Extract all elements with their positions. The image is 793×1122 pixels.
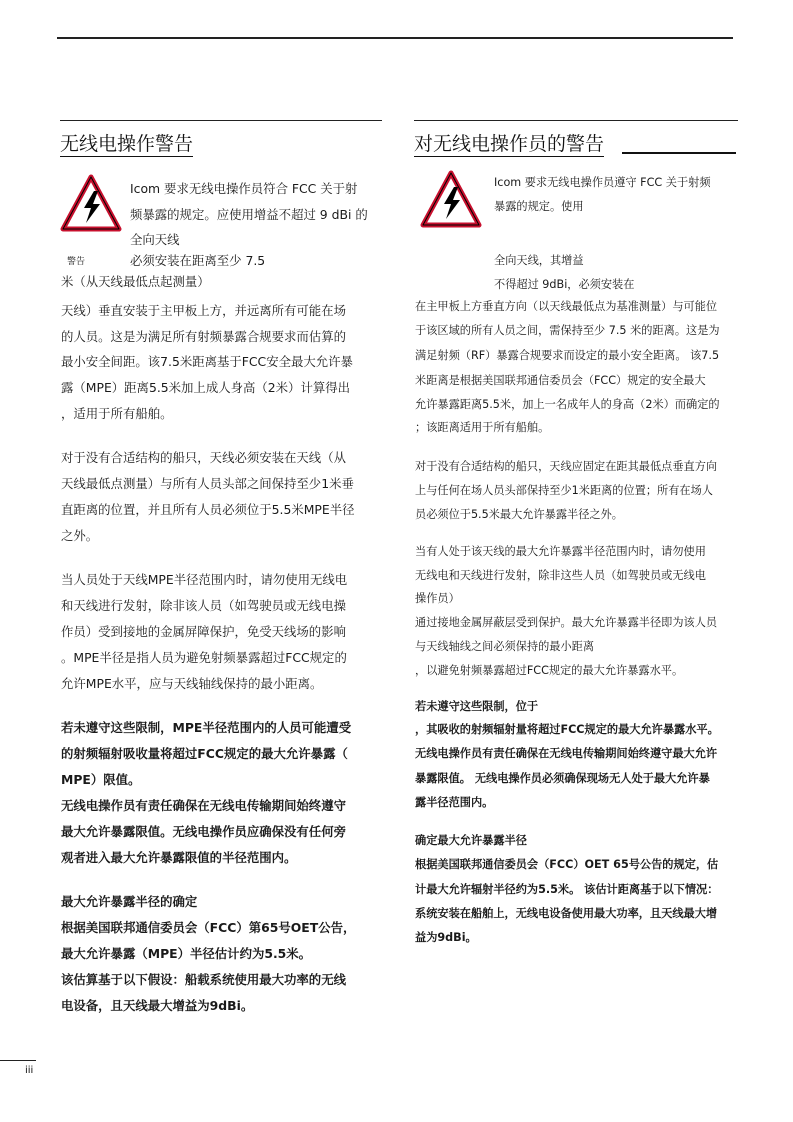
left-text-line: 最大允许暴露限值。无线电操作员应确保没有任何旁 xyxy=(61,824,346,839)
left-text-line: MPE）限值。 xyxy=(61,772,141,787)
left-text-line: 必须安装在距离至少 7.5 xyxy=(130,253,266,268)
left-text-line: 的人员。这是为满足所有射频暴露合规要求而估算的 xyxy=(61,329,346,344)
left-text-line: 。MPE半径是指人员为避免射频暴露超过FCC规定的 xyxy=(61,650,347,665)
right-text-line: 允许暴露距离5.5米，加上一名成年人的身高（2米）而确定的 xyxy=(415,398,720,411)
right-text-line: 确定最大允许暴露半径 xyxy=(415,834,527,847)
left-text-line: 当人员处于天线MPE半径范围内时，请勿使用无线电 xyxy=(61,572,348,587)
right-text-line: 全向天线，其增益 xyxy=(494,254,584,267)
left-text-line: 最大允许暴露半径的确定 xyxy=(61,894,198,909)
warning-hazard-icon xyxy=(420,170,482,228)
page-number: iii xyxy=(25,1065,34,1076)
left-text-line: ，适用于所有船舶。 xyxy=(61,406,173,421)
right-section-title: 对无线电操作员的警告 xyxy=(414,133,605,155)
right-text-line: 上与任何在场人员头部保持至少1米距离的位置；所有在场人 xyxy=(415,484,713,497)
right-text-line: 满足射频（RF）暴露合规要求而设定的最小安全距离。 该7.5 xyxy=(415,349,720,362)
right-text-line: 无线电操作员有责任确保在无线电传输期间始终遵守最大允许 xyxy=(415,747,718,760)
left-text-line: 该估算基于以下假设：船载系统使用最大功率的无线 xyxy=(61,972,346,987)
left-text-line: 的射频辐射吸收量将超过FCC规定的最大允许暴露（ xyxy=(61,746,348,761)
left-text-line: 对于没有合适结构的船只，天线必须安装在天线（从 xyxy=(61,450,346,465)
right-text-line: 暴露的规定。使用 xyxy=(494,200,584,213)
right-text-line: 通过接地金属屏蔽层受到保护。最大允许暴露半径即为该人员 xyxy=(415,616,718,629)
right-text-line: ，以避免射频暴露超过FCC规定的最大允许暴露水平。 xyxy=(415,664,684,677)
left-text-line: 根据美国联邦通信委员会（FCC）第65号OET公告， xyxy=(61,920,356,935)
left-text-line: 天线）垂直安装于主甲板上方，并远离所有可能在场 xyxy=(61,303,346,318)
right-text-line: ；该距离适用于所有船舶。 xyxy=(415,421,550,434)
right-section-rule xyxy=(414,120,738,121)
left-section-title: 无线电操作警告 xyxy=(60,133,194,155)
right-text-line: 在主甲板上方垂直方向（以天线最低点为基准测量）与可能位 xyxy=(415,300,718,313)
warning-label: 警告 xyxy=(67,257,86,267)
right-text-line: 计最大允许辐射半径约为5.5米。 该估计距离基于以下情况： xyxy=(415,883,719,896)
right-text-line: Icom 要求无线电操作员遵守 FCC 关于射频 xyxy=(494,176,711,189)
left-text-line: 直距离的位置，并且所有人员必须位于5.5米MPE半径 xyxy=(61,502,355,517)
right-text-line: 暴露限值。 无线电操作员必须确保现场无人处于最大允许暴 xyxy=(415,772,710,785)
left-text-line: 露（MPE）距离5.5米加上成人身高（2米）计算得出 xyxy=(61,380,351,395)
left-text-line: 天线最低点测量）与所有人员头部之间保持至少1米垂 xyxy=(61,476,354,491)
left-text-line: 若未遵守这些限制，MPE半径范围内的人员可能遭受 xyxy=(61,720,352,735)
header-rule xyxy=(57,37,733,39)
warning-hazard-icon xyxy=(60,174,122,232)
right-title-underline xyxy=(622,152,736,154)
right-text-line: 与天线轴线之间必须保持的最小距离 xyxy=(415,640,595,653)
right-text-line: 米距离是根据美国联邦通信委员会（FCC）规定的安全最大 xyxy=(415,374,706,387)
left-text-line: 作员）受到接地的金属屏障保护，免受天线场的影响 xyxy=(61,624,346,639)
right-text-line: 若未遵守这些限制，位于 xyxy=(415,700,539,713)
right-text-line: 益为9dBi。 xyxy=(415,931,477,944)
right-text-line: 无线电和天线进行发射，除非这些人员（如驾驶员或无线电 xyxy=(415,569,706,582)
left-text-line: 允许MPE水平，应与天线轴线保持的最小距离。 xyxy=(61,676,323,691)
right-text-line: 员必须位于5.5米最大允许暴露半径之外。 xyxy=(415,508,623,521)
left-text-line: 频暴露的规定。应使用增益不超过 9 dBi 的 xyxy=(130,207,368,222)
left-text-line: 最大允许暴露（MPE）半径估计约为5.5米。 xyxy=(61,946,312,961)
right-text-line: 根据美国联邦通信委员会（FCC）OET 65号公告的规定，估 xyxy=(415,858,719,871)
right-text-line: 于该区域的所有人员之间，需保持至少 7.5 米的距离。这是为 xyxy=(415,324,720,337)
left-text-line: 之外。 xyxy=(61,528,99,543)
folio-rule xyxy=(0,1060,36,1061)
left-section-rule xyxy=(60,120,382,121)
left-text-line: 米（从天线最低点起测量） xyxy=(61,274,210,289)
left-text-line: 无线电操作员有责任确保在无线电传输期间始终遵守 xyxy=(61,798,346,813)
right-text-line: 露半径范围内。 xyxy=(415,796,494,809)
right-text-line: 系统安装在船舶上，无线电设备使用最大功率，且天线最大增 xyxy=(415,907,718,920)
right-text-line: ，其吸收的射频辐射量将超过FCC规定的最大允许暴露水平。 xyxy=(415,723,719,736)
right-text-line: 当有人处于该天线的最大允许暴露半径范围内时，请勿使用 xyxy=(415,545,706,558)
right-text-line: 操作员） xyxy=(415,592,460,605)
left-text-line: 和天线进行发射，除非该人员（如驾驶员或无线电操 xyxy=(61,598,346,613)
left-text-line: 观者进入最大允许暴露限值的半径范围内。 xyxy=(61,850,297,865)
left-text-line: Icom 要求无线电操作员符合 FCC 关于射 xyxy=(130,181,358,196)
left-text-line: 最小安全间距。该7.5米距离基于FCC安全最大允许暴 xyxy=(61,354,353,369)
left-text-line: 全向天线 xyxy=(130,232,180,247)
right-text-line: 对于没有合适结构的船只，天线应固定在距其最低点垂直方向 xyxy=(415,460,718,473)
right-text-line: 不得超过 9dBi，必须安装在 xyxy=(494,278,635,291)
left-text-line: 电设备，且天线最大增益为9dBi。 xyxy=(61,998,254,1013)
